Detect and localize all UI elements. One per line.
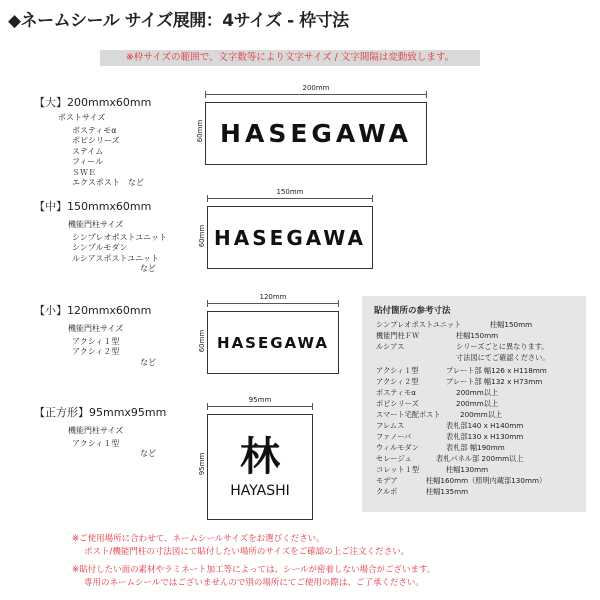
list-item: など <box>140 449 156 458</box>
block-title: 【小】120mmx60mm <box>34 304 152 317</box>
reference-row: シンプレオポストユニット 柱幅150mm <box>376 320 533 329</box>
name-plate-square <box>207 414 313 520</box>
plate-kanji: 林 <box>240 434 280 480</box>
size-block-square <box>34 404 166 460</box>
reference-row: ボスティモα 200mm以上 <box>376 388 499 397</box>
block-subtitle: ポストサイズ <box>58 113 106 122</box>
reference-row: アクシィ１型 プレート部 幅126 x H118mm <box>376 366 547 375</box>
footnote: ※ご使用場所に合わせて、ネームシールサイズをお選びください。 <box>72 534 325 544</box>
plate-name: HAYASHI <box>230 483 290 499</box>
block-subtitle: 機能門柱サイズ <box>68 426 124 435</box>
reference-row: スマート宅配ポスト 200mm以上 <box>376 410 503 419</box>
reference-row: 機能門柱ＦＷ 柱幅150mm <box>376 331 499 340</box>
block-subtitle: 機能門柱サイズ <box>68 220 124 229</box>
reference-row: セレージュ 表札パネル部 200mm以上 <box>376 454 524 463</box>
reference-row: ルシアス シリーズごとに異なります。 <box>376 342 549 351</box>
page-title: ◆ネームシール サイズ展開：4サイズ - 枠寸法 <box>8 11 349 31</box>
block-title: 【大】200mmx60mm <box>34 96 152 109</box>
width-label: 95mm <box>248 396 272 404</box>
list-item: ポピシリーズ <box>72 136 120 145</box>
reference-row: ウィルモダン 表札部 幅190mm <box>376 443 505 452</box>
reference-row: フレムス 表札部140 x H140mm <box>376 421 524 430</box>
name-plate-small <box>207 311 339 374</box>
reference-panel: 貼付箇所の参考寸法 シンプレオポストユニット 柱幅150mm 機能門柱ＦＷ 柱幅150mm ルシアス シリーズごとに異なります。 寸法図にてご確認ください。 アクシィ１型 プレート部 幅126 x H118mm アクシィ２型 プレート部 幅132 x H73mm ボスティモα 200mm以上 ポピシリーズ 200mm以上 スマート宅配ポスト 200mm以上 フレムス 表札部140 x H140mm ファノーバ 表札部130 x H130mm ウィルモダン 表札部 幅190mm セレージュ 表札パネル部 200mm以上 コレット１型 柱幅130mm モデア 柱幅160mm（照明内蔵部130mm） クルポ 柱幅135mm <box>362 296 586 512</box>
reference-row: コレット１型 柱幅130mm <box>376 465 489 474</box>
plate-name: HASEGAWA <box>214 225 366 250</box>
reference-row: モデア 柱幅160mm（照明内蔵部130mm） <box>376 476 547 485</box>
list-item: アクシィ１型 <box>72 336 120 346</box>
footnote: ポスト/機能門柱の寸法図にて貼付したい場所のサイズをご確認の上ご注文ください。 <box>84 547 410 557</box>
height-label: 95mm <box>198 452 206 476</box>
list-item: ステイム <box>72 146 104 156</box>
list-item: ＳＷＥ <box>72 167 96 177</box>
name-plate-medium <box>207 206 373 269</box>
footnote: ※貼付したい面の素材やラミネート加工等によっては、シールが密着しない場合がございます。 <box>72 565 436 575</box>
list-item: フィール <box>72 157 104 166</box>
block-title: 【正方形】95mmx95mm <box>34 406 167 419</box>
name-plate-large <box>205 102 427 165</box>
plate-name: HASEGAWA <box>220 119 412 148</box>
block-subtitle: 機能門柱サイズ <box>68 324 124 333</box>
list-item: ルシアスポストユニット <box>72 253 159 263</box>
width-dimension-line <box>207 198 373 199</box>
reference-title: 貼付箇所の参考寸法 <box>374 306 451 316</box>
size-block-medium <box>34 198 167 275</box>
block-title: 【中】150mmx60mm <box>34 200 152 213</box>
list-item: シンプルモダン <box>72 243 128 252</box>
reference-row: アクシィ２型 プレート部 幅132 x H73mm <box>376 377 543 386</box>
size-notice: ※枠サイズの範囲で、文字数等により文字サイズ / 文字間隔は変動致します。 <box>100 50 480 66</box>
footnote: 専用のネームシールではございませんので別の場所にてご使用の際は、ご了承ください。 <box>84 578 424 588</box>
list-item: など <box>140 264 156 273</box>
reference-row: ポピシリーズ 200mm以上 <box>376 399 499 408</box>
width-dimension-line <box>207 303 339 304</box>
size-block-small <box>34 302 156 368</box>
list-item: エクスポスト など <box>72 178 144 187</box>
height-label: 60mm <box>198 329 206 353</box>
list-item: アクシィ１型 <box>72 438 120 448</box>
list-item: ボスティモα <box>72 125 117 135</box>
width-dimension-line <box>205 94 427 95</box>
list-item: アクシィ２型 <box>72 347 120 356</box>
reference-row: クルポ 柱幅135mm <box>376 487 469 496</box>
size-block-large <box>34 94 151 189</box>
height-label: 60mm <box>198 224 206 248</box>
reference-row: ファノーバ 表札部130 x H130mm <box>376 432 524 441</box>
width-label: 150mm <box>276 188 304 196</box>
list-item: シンプレオポストユニット <box>72 232 167 242</box>
plate-name: HASEGAWA <box>217 333 329 352</box>
width-label: 120mm <box>259 293 287 301</box>
width-label: 200mm <box>302 84 330 92</box>
width-dimension-line <box>207 406 313 407</box>
list-item: など <box>140 357 156 367</box>
height-label: 60mm <box>196 119 204 143</box>
